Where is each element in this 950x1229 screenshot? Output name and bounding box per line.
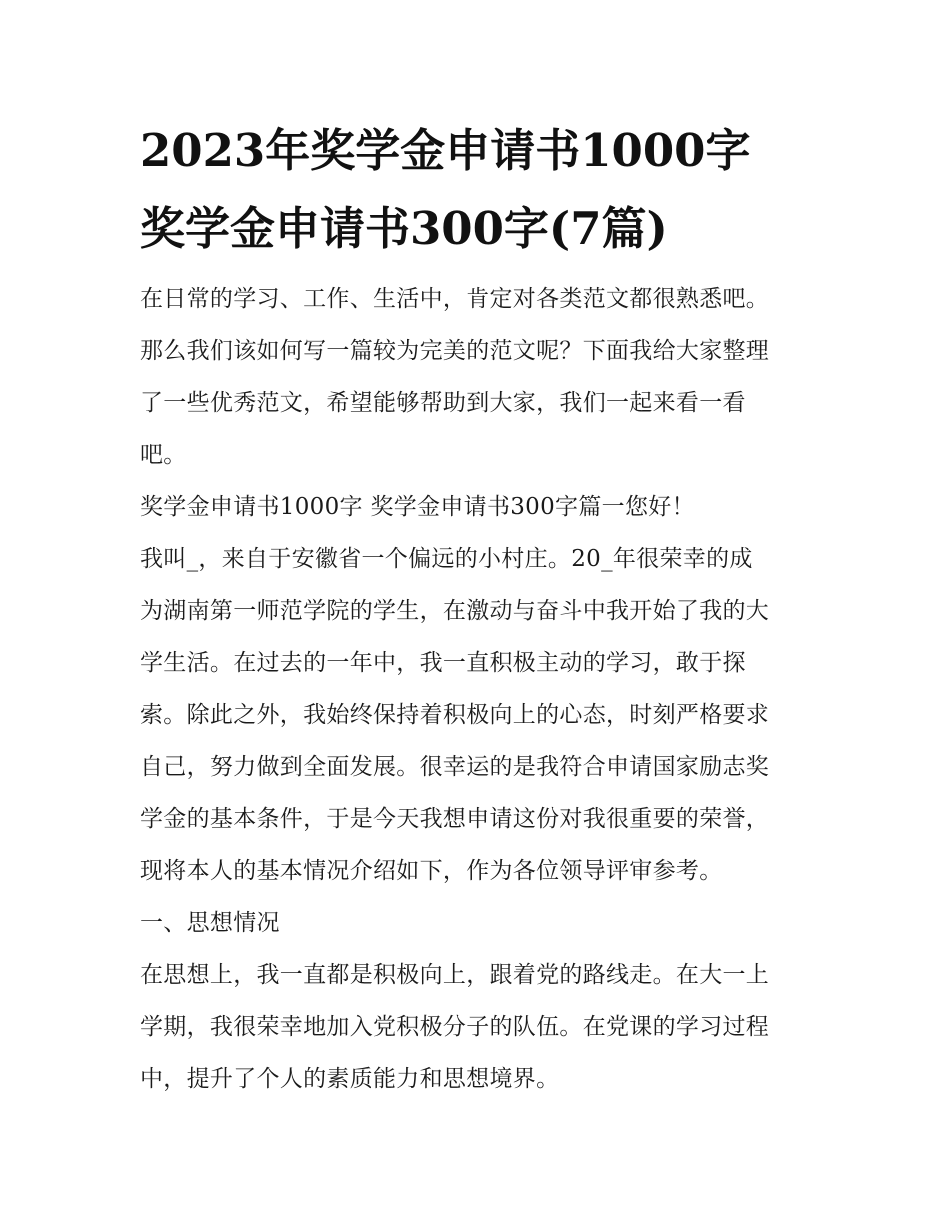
body-line: 那么我们该如何写一篇较为完美的范文呢？下面我给大家整理 <box>140 338 770 364</box>
body-line: 了一些优秀范文，希望能够帮助到大家，我们一起来看一看 <box>140 390 746 416</box>
body-line: 学金的基本条件，于是今天我想申请这份对我很重要的荣誉， <box>140 806 770 832</box>
body-line: 现将本人的基本情况介绍如下，作为各位领导评审参考。 <box>140 858 723 884</box>
document-body <box>140 273 820 1105</box>
body-line: 吧。 <box>140 442 187 468</box>
section-heading-line: 奖学金申请书1000字 奖学金申请书300字篇一您好！ <box>140 494 695 520</box>
document-title <box>140 112 820 268</box>
body-line: 中，提升了个人的素质能力和思想境界。 <box>140 1066 560 1092</box>
body-line: 自己，努力做到全面发展。很幸运的是我符合申请国家励志奖 <box>140 754 770 780</box>
body-line: 学生活。在过去的一年中，我一直积极主动的学习，敢于探 <box>140 650 746 676</box>
body-line: 在思想上，我一直都是积极向上，跟着党的路线走。在大一上 <box>140 962 770 988</box>
body-line: 学期，我很荣幸地加入党积极分子的队伍。在党课的学习过程 <box>140 1014 770 1040</box>
title-line-1: 2023年奖学金申请书1000字 <box>140 124 751 177</box>
body-line: 索。除此之外，我始终保持着积极向上的心态，时刻严格要求 <box>140 702 770 728</box>
body-line: 在日常的学习、工作、生活中，肯定对各类范文都很熟悉吧。 <box>140 286 770 312</box>
subheading-line: 一、思想情况 <box>140 910 280 936</box>
title-line-2: 奖学金申请书300字(7篇) <box>140 202 668 255</box>
body-line: 为湖南第一师范学院的学生，在激动与奋斗中我开始了我的大 <box>140 598 770 624</box>
body-line: 我叫_，来自于安徽省一个偏远的小村庄。20_年很荣幸的成 <box>140 546 753 572</box>
